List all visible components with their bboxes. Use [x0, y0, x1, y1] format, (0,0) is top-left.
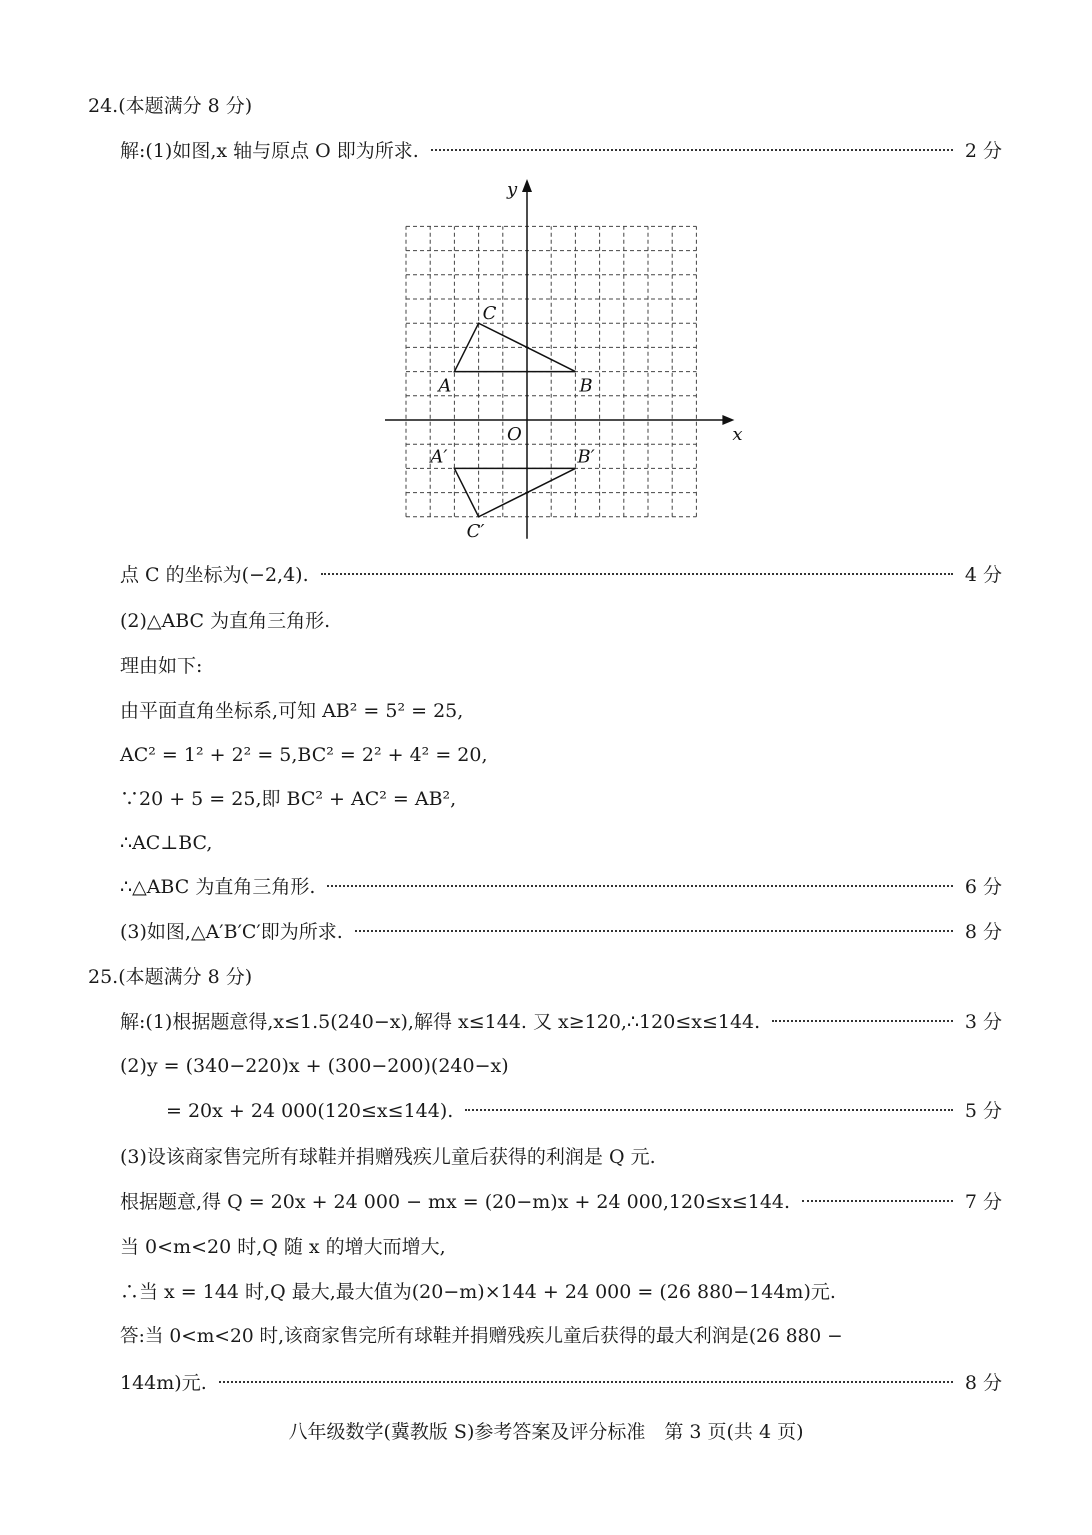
point-a-prime-label: A′	[430, 446, 448, 468]
y-axis-label: y	[507, 179, 518, 200]
q24-reason-1: 由平面直角坐标系,可知 AB² = 5² = 25,	[120, 700, 464, 722]
q24-part3-score: 8 分	[964, 921, 1002, 943]
q25-part1-text: 解:(1)根据题意得,x≤1.5(240−x),解得 x≤144. 又 x≥120,∴120≤x≤144.	[120, 1011, 761, 1033]
score-leader	[321, 572, 953, 575]
point-a-label: A	[438, 375, 452, 397]
q24-part3-text: (3)如图,△A′B′C′即为所求.	[120, 921, 343, 943]
score-leader	[465, 1108, 953, 1111]
score-leader	[355, 929, 953, 932]
axes	[385, 179, 734, 539]
q25-answer-1: 答:当 0<m<20 时,该商家售完所有球鞋并捐赠残疾儿童后获得的最大利润是(26 880 −	[120, 1326, 843, 1347]
score-leader	[219, 1380, 953, 1383]
y-axis-arrow	[522, 179, 532, 192]
q24-reason-intro: 理由如下:	[120, 655, 203, 677]
q25-part2b	[166, 1097, 1002, 1125]
score-leader	[802, 1199, 953, 1202]
q24-part2-title: (2)△ABC 为直角三角形.	[120, 610, 331, 632]
point-c-prime-label: C′	[466, 520, 485, 542]
score-leader	[772, 1019, 953, 1022]
q25-part2a: (2)y = (340−220)x + (300−200)(240−x)	[120, 1055, 509, 1077]
q24-coord-c	[120, 561, 1002, 589]
coordinate-figure	[380, 175, 750, 555]
point-b-label: B	[579, 375, 593, 397]
q25-part3d: ∴当 x = 144 时,Q 最大,最大值为(20−m)×144 + 24 000 = (26 880−144m)元.	[120, 1281, 836, 1303]
point-labels	[428, 179, 742, 542]
q24-part3	[120, 918, 1002, 946]
q24-part1	[120, 137, 1002, 165]
q25-part3b-score: 7 分	[964, 1191, 1002, 1213]
q25-part3a: (3)设该商家售完所有球鞋并捐赠残疾儿童后获得的利润是 Q 元.	[120, 1146, 656, 1168]
q24-reason-2: AC² = 1² + 2² = 5,BC² = 2² + 4² = 20,	[120, 744, 488, 766]
x-axis-label: x	[732, 424, 743, 445]
score-leader	[327, 884, 953, 887]
q25-part2b-text: = 20x + 24 000(120≤x≤144).	[166, 1100, 454, 1122]
q25-part3c: 当 0<m<20 时,Q 随 x 的增大而增大,	[120, 1236, 446, 1258]
q24-part1-text: 解:(1)如图,x 轴与原点 O 即为所求.	[120, 140, 419, 162]
q24-part1-score: 2 分	[964, 140, 1002, 162]
q25-answer-2	[120, 1369, 1002, 1397]
q25-part3b	[120, 1188, 1002, 1216]
q24-coord-c-text: 点 C 的坐标为(−2,4).	[120, 564, 309, 586]
q25-part1-score: 3 分	[964, 1011, 1002, 1033]
q25-part3b-text: 根据题意,得 Q = 20x + 24 000 − mx = (20−m)x + 24 000,120≤x≤144.	[120, 1191, 791, 1213]
q24-conclusion-score: 6 分	[964, 876, 1002, 898]
q24-header: 24.(本题满分 8 分)	[88, 95, 253, 117]
q25-answer-2-score: 8 分	[964, 1372, 1002, 1394]
q25-answer-2-text: 144m)元.	[120, 1372, 207, 1394]
origin-label: O	[507, 424, 522, 445]
point-b-prime-label: B′	[577, 446, 595, 468]
page-footer: 八年级数学(冀教版 S)参考答案及评分标准 第 3 页(共 4 页)	[288, 1421, 804, 1443]
q25-header: 25.(本题满分 8 分)	[88, 966, 253, 988]
q24-conclusion	[120, 873, 1002, 901]
score-leader	[431, 148, 953, 151]
q24-conclusion-text: ∴△ABC 为直角三角形.	[120, 876, 316, 898]
q24-reason-3: ∵20 + 5 = 25,即 BC² + AC² = AB²,	[120, 788, 457, 810]
q25-part2b-score: 5 分	[964, 1100, 1002, 1122]
q24-reason-4: ∴AC⊥BC,	[120, 832, 213, 854]
q24-coord-c-score: 4 分	[964, 564, 1002, 586]
point-c-label: C	[482, 303, 497, 325]
q25-part1	[120, 1008, 1002, 1036]
